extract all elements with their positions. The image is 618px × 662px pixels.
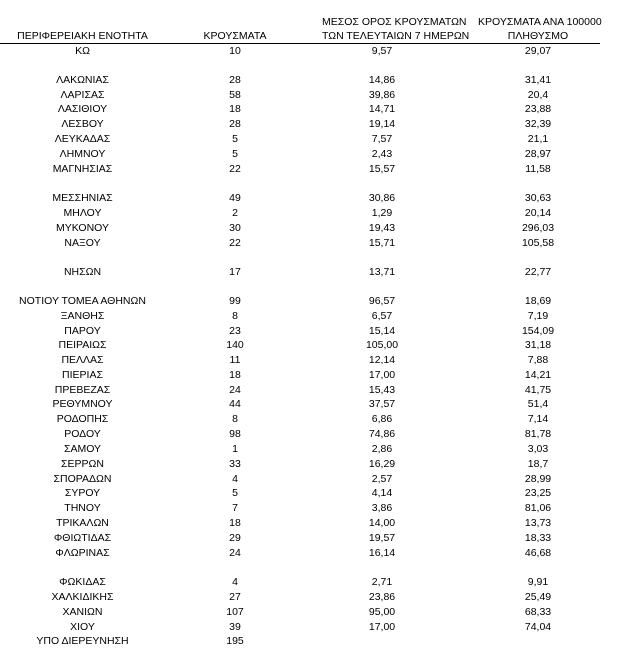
table-row xyxy=(0,442,610,457)
table-row xyxy=(0,531,610,546)
cases-cell: 44 xyxy=(229,398,241,410)
table-row xyxy=(0,457,610,472)
region-cell: ΞΑΝΘΗΣ xyxy=(60,310,105,322)
region-cell: ΠΡΕΒΕΖΑΣ xyxy=(54,384,111,396)
cases-cell: 29 xyxy=(229,532,241,544)
region-cell: ΦΘΙΩΤΙΔΑΣ xyxy=(53,532,112,544)
cases-cell: 4 xyxy=(232,576,238,588)
region-cell: ΤΗΝΟΥ xyxy=(64,502,101,514)
table-row xyxy=(0,472,610,487)
avg-7-days-cell: 2,71 xyxy=(371,576,393,588)
table-row xyxy=(0,236,610,251)
per-100k-cell: 29,07 xyxy=(524,45,552,57)
cases-cell: 7 xyxy=(232,502,238,514)
avg-7-days-cell: 6,86 xyxy=(371,413,393,425)
region-cell: ΦΛΩΡΙΝΑΣ xyxy=(55,547,110,559)
header-avg-7-days-line2: ΤΩΝ ΤΕΛΕΥΤΑΙΩΝ 7 ΗΜΕΡΩΝ xyxy=(322,30,470,42)
cases-cell: 27 xyxy=(229,591,241,603)
cases-cell: 195 xyxy=(226,635,244,647)
cases-cell: 23 xyxy=(229,325,241,337)
cases-cell: 4 xyxy=(232,473,238,485)
region-cell: ΛΕΣΒΟΥ xyxy=(61,118,104,130)
cases-cell: 5 xyxy=(232,133,238,145)
region-cell: ΡΟΔΟΠΗΣ xyxy=(56,413,109,425)
per-100k-cell: 23,88 xyxy=(524,103,552,115)
cases-cell: 24 xyxy=(229,547,241,559)
per-100k-cell: 68,33 xyxy=(524,606,552,618)
table-row xyxy=(0,486,610,501)
avg-7-days-cell: 15,57 xyxy=(368,163,396,175)
table-row xyxy=(0,265,610,280)
table-row xyxy=(0,132,610,147)
table-row xyxy=(0,88,610,103)
cases-cell: 22 xyxy=(229,163,241,175)
avg-7-days-cell: 16,14 xyxy=(368,547,396,559)
per-100k-cell: 25,49 xyxy=(524,591,552,603)
cases-cell: 8 xyxy=(232,310,238,322)
region-cell: ΠΕΛΛΑΣ xyxy=(61,354,104,366)
table-row xyxy=(0,221,610,236)
avg-7-days-cell: 13,71 xyxy=(368,266,396,278)
table-row xyxy=(0,309,610,324)
region-cell: ΜΥΚΟΝΟΥ xyxy=(55,222,109,234)
region-cell: ΣΥΡΟΥ xyxy=(64,487,101,499)
avg-7-days-cell: 4,14 xyxy=(371,487,393,499)
per-100k-cell: 21,1 xyxy=(527,133,549,145)
region-cell: ΣΑΜΟΥ xyxy=(63,443,102,455)
per-100k-cell: 41,75 xyxy=(524,384,552,396)
per-100k-cell: 3,03 xyxy=(527,443,549,455)
per-100k-cell: 7,19 xyxy=(527,310,549,322)
header-region: ΠΕΡΙΦΕΡΕΙΑΚΗ ΕΝΟΤΗΤΑ xyxy=(17,30,148,42)
avg-7-days-cell: 39,86 xyxy=(368,89,396,101)
region-cell: ΤΡΙΚΑΛΩΝ xyxy=(56,517,109,529)
avg-7-days-cell: 37,57 xyxy=(368,398,396,410)
cases-cell: 18 xyxy=(229,517,241,529)
region-cell: ΦΩΚΙΔΑΣ xyxy=(59,576,106,588)
per-100k-cell: 7,14 xyxy=(527,413,549,425)
avg-7-days-cell: 7,57 xyxy=(371,133,393,145)
per-100k-cell: 81,06 xyxy=(524,502,552,514)
per-100k-cell: 22,77 xyxy=(524,266,552,278)
per-100k-cell: 74,04 xyxy=(524,621,552,633)
per-100k-cell: 105,58 xyxy=(521,237,555,249)
table-row xyxy=(0,117,610,132)
per-100k-cell: 28,99 xyxy=(524,473,552,485)
cases-cell: 24 xyxy=(229,384,241,396)
header-per-100k-line2: ΠΛΗΘΥΣΜΟ xyxy=(507,30,569,42)
region-cell: ΣΠΟΡΑΔΩΝ xyxy=(53,473,112,485)
region-cell: ΛΑΚΩΝΙΑΣ xyxy=(56,74,109,86)
cases-cell: 49 xyxy=(229,192,241,204)
table-row xyxy=(0,44,610,59)
avg-7-days-cell: 2,86 xyxy=(371,443,393,455)
per-100k-cell: 296,03 xyxy=(521,222,555,234)
header-per-100k-line1: ΚΡΟΥΣΜΑΤΑ ΑΝΑ 100000 xyxy=(478,16,602,28)
avg-7-days-cell: 15,43 xyxy=(368,384,396,396)
region-cell: ΜΕΣΣΗΝΙΑΣ xyxy=(52,192,113,204)
table-row xyxy=(0,73,610,88)
avg-7-days-cell: 19,14 xyxy=(368,118,396,130)
table-row xyxy=(0,147,610,162)
cases-cell: 18 xyxy=(229,103,241,115)
cases-cell: 10 xyxy=(229,45,241,57)
table-row xyxy=(0,590,610,605)
region-cell: ΠΙΕΡΙΑΣ xyxy=(62,369,103,381)
per-100k-cell: 18,69 xyxy=(524,295,552,307)
avg-7-days-cell: 74,86 xyxy=(368,428,396,440)
cases-cell: 107 xyxy=(226,606,244,618)
region-cell: ΣΕΡΡΩΝ xyxy=(61,458,104,470)
cases-cell: 17 xyxy=(229,266,241,278)
avg-7-days-cell: 1,29 xyxy=(371,207,393,219)
region-cell: ΡΕΘΥΜΝΟΥ xyxy=(52,398,113,410)
cases-cell: 2 xyxy=(232,207,238,219)
header-cases: ΚΡΟΥΣΜΑΤΑ xyxy=(203,30,267,42)
region-cell: ΛΑΣΙΘΙΟΥ xyxy=(57,103,108,115)
table-row xyxy=(0,516,610,531)
table-row xyxy=(0,427,610,442)
table-row xyxy=(0,294,610,309)
region-cell: ΜΗΛΟΥ xyxy=(63,207,102,219)
avg-7-days-cell: 2,57 xyxy=(371,473,393,485)
cases-cell: 18 xyxy=(229,369,241,381)
region-cell: ΛΑΡΙΣΑΣ xyxy=(60,89,105,101)
cases-cell: 30 xyxy=(229,222,241,234)
per-100k-cell: 154,09 xyxy=(521,325,555,337)
per-100k-cell: 30,63 xyxy=(524,192,552,204)
cases-cell: 99 xyxy=(229,295,241,307)
region-cell: ΠΕΙΡΑΙΩΣ xyxy=(58,339,107,351)
cases-cell: 58 xyxy=(229,89,241,101)
table-row xyxy=(0,634,610,649)
table-row xyxy=(0,412,610,427)
table-row xyxy=(0,368,610,383)
per-100k-cell: 32,39 xyxy=(524,118,552,130)
avg-7-days-cell: 15,71 xyxy=(368,237,396,249)
per-100k-cell: 18,33 xyxy=(524,532,552,544)
avg-7-days-cell: 14,71 xyxy=(368,103,396,115)
table-row xyxy=(0,324,610,339)
region-cell: ΝΗΣΩΝ xyxy=(63,266,102,278)
table-row xyxy=(0,353,610,368)
table-row xyxy=(0,546,610,561)
per-100k-cell: 11,58 xyxy=(525,163,551,175)
per-100k-cell: 31,18 xyxy=(524,339,552,351)
avg-7-days-cell: 105,00 xyxy=(365,339,399,351)
avg-7-days-cell: 17,00 xyxy=(368,621,396,633)
region-cell: ΧΑΛΚΙΔΙΚΗΣ xyxy=(51,591,114,603)
avg-7-days-cell: 2,43 xyxy=(371,148,393,160)
cases-cell: 11 xyxy=(229,354,241,366)
avg-7-days-cell: 6,57 xyxy=(371,310,393,322)
table-row xyxy=(0,102,610,117)
region-cell: ΛΗΜΝΟΥ xyxy=(59,148,106,160)
region-cell: ΝΑΞΟΥ xyxy=(64,237,101,249)
cases-cell: 28 xyxy=(229,74,241,86)
region-cell: ΚΩ xyxy=(75,45,90,57)
table-row xyxy=(0,206,610,221)
per-100k-cell: 81,78 xyxy=(524,428,552,440)
region-cell: ΛΕΥΚΑΔΑΣ xyxy=(54,133,111,145)
region-cell: ΠΑΡΟΥ xyxy=(64,325,101,337)
per-100k-cell: 20,4 xyxy=(527,89,549,101)
avg-7-days-cell: 17,00 xyxy=(368,369,396,381)
header-avg-7-days-line1: ΜΕΣΟΣ ΟΡΟΣ ΚΡΟΥΣΜΑΤΩΝ xyxy=(322,16,467,28)
per-100k-cell: 7,88 xyxy=(527,354,549,366)
table-row xyxy=(0,338,610,353)
per-100k-cell: 31,41 xyxy=(524,74,552,86)
cases-cell: 28 xyxy=(229,118,241,130)
cases-cell: 98 xyxy=(229,428,241,440)
cases-cell: 5 xyxy=(232,148,238,160)
per-100k-cell: 28,97 xyxy=(524,148,552,160)
avg-7-days-cell: 19,57 xyxy=(368,532,396,544)
avg-7-days-cell: 30,86 xyxy=(368,192,396,204)
region-cell: ΧΙΟΥ xyxy=(70,621,95,633)
per-100k-cell: 20,14 xyxy=(524,207,552,219)
region-cell: ΥΠΟ ΔΙΕΡΕΥΝΗΣΗ xyxy=(36,635,129,647)
table-row xyxy=(0,620,610,635)
table-row xyxy=(0,397,610,412)
cases-cell: 33 xyxy=(229,458,241,470)
table-row xyxy=(0,383,610,398)
cases-cell: 8 xyxy=(232,413,238,425)
avg-7-days-cell: 96,57 xyxy=(368,295,396,307)
per-100k-cell: 23,25 xyxy=(524,487,552,499)
avg-7-days-cell: 9,57 xyxy=(371,45,393,57)
avg-7-days-cell: 12,14 xyxy=(368,354,396,366)
avg-7-days-cell: 23,86 xyxy=(368,591,396,603)
table-row xyxy=(0,162,610,177)
cases-cell: 22 xyxy=(229,237,241,249)
avg-7-days-cell: 16,29 xyxy=(368,458,396,470)
per-100k-cell: 9,91 xyxy=(527,576,549,588)
avg-7-days-cell: 95,00 xyxy=(368,606,396,618)
cases-cell: 5 xyxy=(232,487,238,499)
per-100k-cell: 18,7 xyxy=(527,458,549,470)
table-row xyxy=(0,575,610,590)
region-cell: ΜΑΓΝΗΣΙΑΣ xyxy=(52,163,113,175)
avg-7-days-cell: 19,43 xyxy=(368,222,396,234)
avg-7-days-cell: 15,14 xyxy=(368,325,396,337)
avg-7-days-cell: 14,00 xyxy=(368,517,396,529)
per-100k-cell: 46,68 xyxy=(524,547,552,559)
cases-cell: 140 xyxy=(226,339,244,351)
avg-7-days-cell: 3,86 xyxy=(371,502,393,514)
avg-7-days-cell: 14,86 xyxy=(368,74,396,86)
per-100k-cell: 14,21 xyxy=(524,369,552,381)
table-row xyxy=(0,501,610,516)
per-100k-cell: 13,73 xyxy=(524,517,552,529)
region-cell: ΧΑΝΙΩΝ xyxy=(62,606,103,618)
per-100k-cell: 51,4 xyxy=(527,398,549,410)
cases-cell: 39 xyxy=(229,621,241,633)
table-row xyxy=(0,191,610,206)
region-cell: ΝΟΤΙΟΥ ΤΟΜΕΑ ΑΘΗΝΩΝ xyxy=(19,295,146,307)
region-cell: ΡΟΔΟΥ xyxy=(64,428,101,440)
cases-cell: 1 xyxy=(232,443,238,455)
table-row xyxy=(0,605,610,620)
